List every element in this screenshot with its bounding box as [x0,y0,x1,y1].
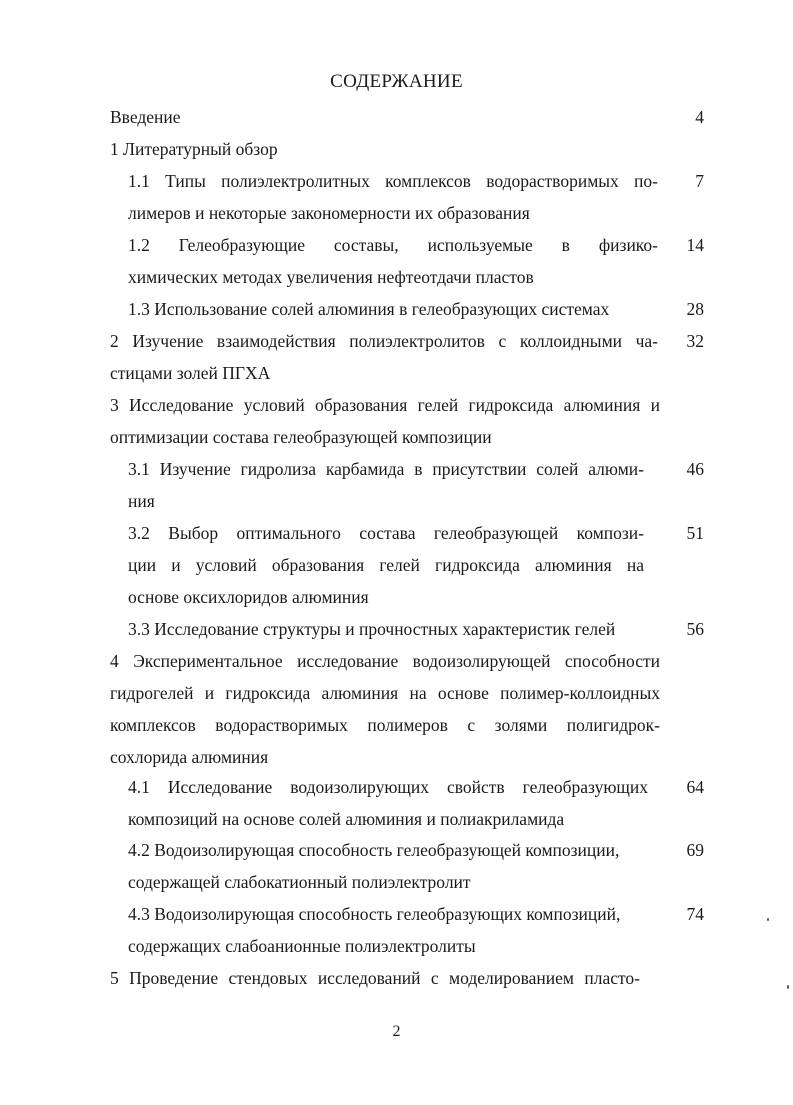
toc-line: стицами золей ПГХА [110,363,271,383]
toc-line: 1.1 Типы полиэлектролитных комплексов водорастворимых по- [128,171,658,191]
toc-line: химических методах увеличения нефтеотдачи пластов [128,267,534,287]
toc-line: 4.1 Исследование водоизолирующих свойств гелеобразующих [128,777,648,797]
toc-line: комплексов водорастворимых полимеров с золями полигидрок- [110,715,660,735]
toc-page-number: 46 [686,459,704,479]
toc-line: 2 Изучение взаимодействия полиэлектролитов с коллоидными ча- [110,331,658,351]
toc-line: основе оксихлоридов алюминия [128,587,369,607]
toc-line: гидрогелей и гидроксида алюминия на основе полимер-коллоидных [110,683,660,703]
toc-page-number: 64 [686,777,704,797]
toc-line: 4.2 Водоизолирующая способность гелеобразующей композиции, [128,840,620,860]
toc-page-number: 28 [686,299,704,319]
toc-line: ции и условий образования гелей гидроксида алюминия на [128,555,644,575]
toc-line: сохлорида алюминия [110,747,269,767]
toc-line: 1 Литературный обзор [110,139,278,159]
toc-page-number: 74 [686,904,704,924]
toc-line: оптимизации состава гелеобразующей композиции [110,427,492,447]
toc-page-number: 51 [686,523,704,543]
toc-line: композиций на основе солей алюминия и полиакриламида [128,809,565,829]
toc-line: содержащих слабоанионные полиэлектролиты [128,936,476,956]
scan-speck [787,985,789,989]
toc-line: ния [128,491,155,511]
page-title: СОДЕРЖАНИЕ [330,71,463,92]
toc-line: Введение [110,107,181,127]
toc-page-number: 14 [686,235,704,255]
toc-page-number: 32 [686,331,704,351]
toc-line: содержащей слабокатионный полиэлектролит [128,872,471,892]
toc-line: 4.3 Водоизолирующая способность гелеобразующих композиций, [128,904,621,924]
toc-line: 5 Проведение стендовых исследований с моделированием пласто- [110,968,640,988]
toc-page-number: 7 [695,171,704,191]
page-number: 2 [392,1023,401,1040]
scan-speck [767,918,769,921]
toc-line: 3.3 Исследование структуры и прочностных характеристик гелей [128,619,616,639]
toc-line: 3.1 Изучение гидролиза карбамида в присутствии солей алюми- [128,459,644,479]
toc-line: 1.2 Гелеобразующие составы, используемые в физико- [128,235,658,255]
toc-line: 3.2 Выбор оптимального состава гелеобразующей компози- [128,523,644,543]
toc-line: 1.3 Использование солей алюминия в гелеобразующих системах [128,299,610,319]
toc-page-number: 69 [686,840,704,860]
toc-page-number: 56 [686,619,704,639]
toc-page-number: 4 [695,107,704,127]
toc-line: лимеров и некоторые закономерности их образования [128,203,530,223]
toc-line: 4 Экспериментальное исследование водоизолирующей способности [110,651,660,671]
toc-line: 3 Исследование условий образования гелей гидроксида алюминия и [110,395,660,415]
